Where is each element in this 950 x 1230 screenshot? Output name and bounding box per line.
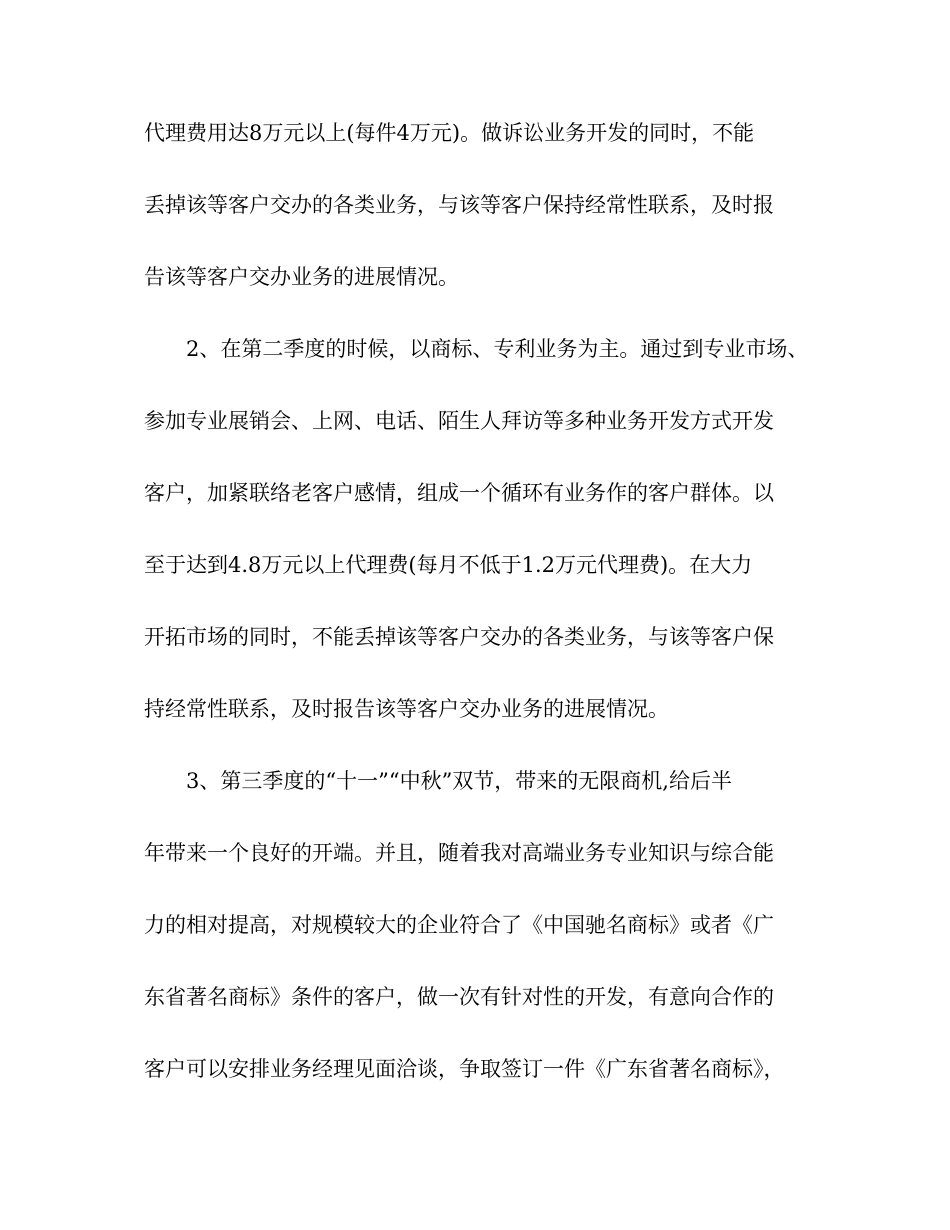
paragraph-start-line: 2、在第二季度的时候，以商标、专利业务为主。通过到专业市场、 <box>186 337 809 361</box>
text-line: 至于达到4.8万元以上代理费(每月不低于1.2万元代理费)。在大力 <box>144 553 753 577</box>
text-line: 告该等客户交办业务的进展情况。 <box>144 265 459 289</box>
text-line: 东省著名商标》条件的客户，做一次有针对性的开发，有意向合作的 <box>144 985 774 1009</box>
text-line: 丢掉该等客户交办的各类业务，与该等客户保持经常性联系，及时报 <box>144 193 774 217</box>
text-line: 力的相对提高，对规模较大的企业符合了《中国驰名商标》或者《广 <box>144 913 774 937</box>
text-line: 开拓市场的同时，不能丢掉该等客户交办的各类业务，与该等客户保 <box>144 625 774 649</box>
paragraph-start-line: 3、第三季度的“十一”“中秋”双节，带来的无限商机,给后半 <box>186 769 732 793</box>
text-line: 持经常性联系，及时报告该等客户交办业务的进展情况。 <box>144 697 669 721</box>
text-line: 代理费用达8万元以上(每件4万元)。做诉讼业务开发的同时，不能 <box>144 121 755 145</box>
text-line: 客户可以安排业务经理见面洽谈，争取签订一件《广东省著名商标》， <box>144 1057 785 1081</box>
text-line: 参加专业展销会、上网、电话、陌生人拜访等多种业务开发方式开发 <box>144 409 774 433</box>
text-line: 客户，加紧联络老客户感情，组成一个循环有业务作的客户群体。以 <box>144 481 774 505</box>
text-line: 年带来一个良好的开端。并且，随着我对高端业务专业知识与综合能 <box>144 841 774 865</box>
document-body <box>144 120 824 1128</box>
